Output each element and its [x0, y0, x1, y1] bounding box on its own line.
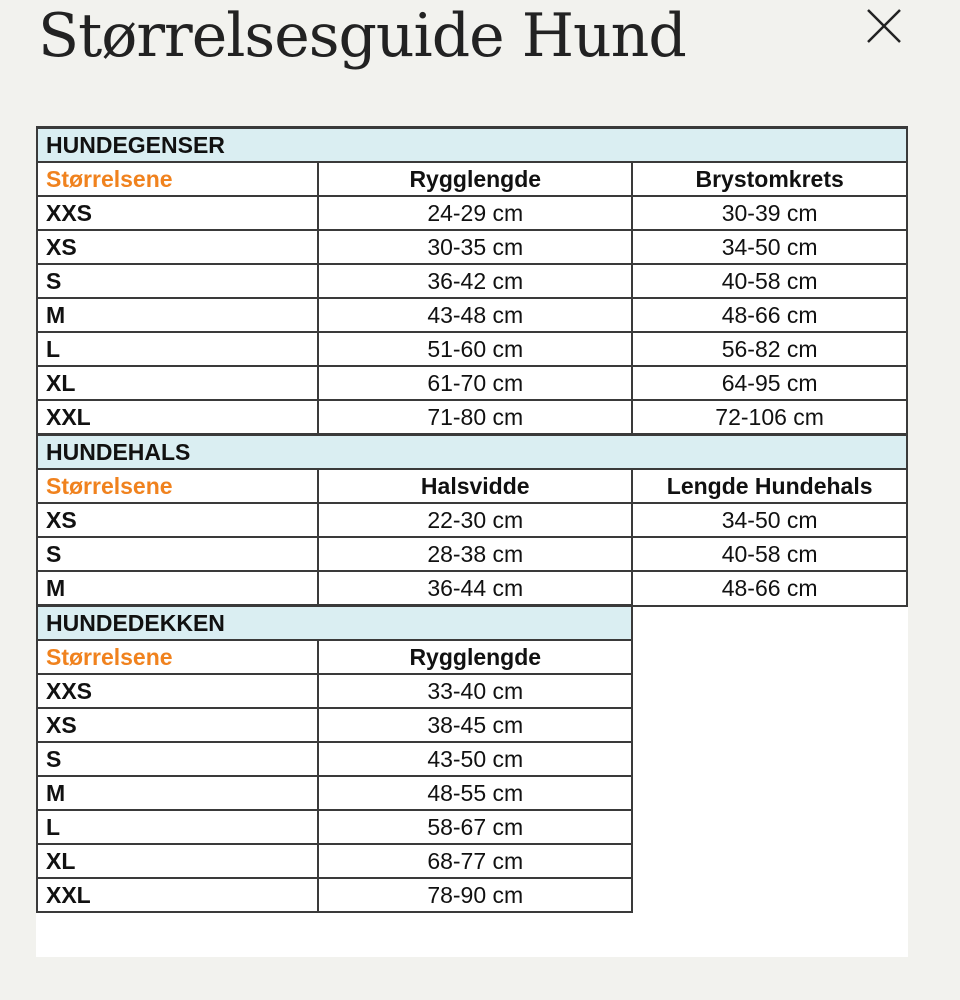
section-row [37, 606, 907, 641]
table-row [37, 844, 907, 878]
measurement-cell: 58-67 cm [318, 810, 632, 844]
measurement-cell: 61-70 cm [318, 366, 632, 400]
measurement-cell: 28-38 cm [318, 537, 632, 571]
measurement-cell: 38-45 cm [318, 708, 632, 742]
table-row [37, 366, 907, 400]
size-cell: XS [37, 503, 318, 537]
size-cell: XS [37, 230, 318, 264]
section-row [37, 435, 907, 470]
section-title: HUNDEHALS [37, 435, 907, 470]
table-row [37, 571, 907, 606]
size-column-header: Størrelsene [37, 640, 318, 674]
size-guide-chart [36, 126, 908, 957]
column-header: Rygglengde [318, 162, 632, 196]
size-cell: XL [37, 366, 318, 400]
measurement-cell: 51-60 cm [318, 332, 632, 366]
close-icon [862, 4, 906, 48]
empty-cell [632, 878, 907, 912]
column-header: Lengde Hundehals [632, 469, 907, 503]
column-header: Halsvidde [318, 469, 632, 503]
header-row [37, 469, 907, 503]
section-row [37, 128, 907, 163]
measurement-cell: 36-42 cm [318, 264, 632, 298]
size-cell: L [37, 332, 318, 366]
measurement-cell: 48-55 cm [318, 776, 632, 810]
size-cell: L [37, 810, 318, 844]
table-row [37, 708, 907, 742]
size-cell: M [37, 776, 318, 810]
table-row [37, 332, 907, 366]
measurement-cell: 33-40 cm [318, 674, 632, 708]
measurement-cell: 30-35 cm [318, 230, 632, 264]
empty-cell [632, 844, 907, 878]
header-row [37, 162, 907, 196]
size-cell: S [37, 742, 318, 776]
size-cell: XS [37, 708, 318, 742]
table-row [37, 537, 907, 571]
table-row [37, 674, 907, 708]
measurement-cell: 40-58 cm [632, 264, 907, 298]
measurement-cell: 34-50 cm [632, 230, 907, 264]
size-cell: S [37, 537, 318, 571]
size-cell: M [37, 571, 318, 606]
measurement-cell: 36-44 cm [318, 571, 632, 606]
empty-cell [632, 776, 907, 810]
measurement-cell: 71-80 cm [318, 400, 632, 435]
measurement-cell: 78-90 cm [318, 878, 632, 912]
modal-title: Størrelsesguide Hund [38, 1, 686, 71]
size-column-header: Størrelsene [37, 469, 318, 503]
measurement-cell: 43-50 cm [318, 742, 632, 776]
table-row [37, 230, 907, 264]
table-row [37, 503, 907, 537]
size-cell: XXS [37, 674, 318, 708]
table-row [37, 810, 907, 844]
table-row [37, 264, 907, 298]
table-row [37, 298, 907, 332]
empty-cell [632, 640, 907, 674]
section-title: HUNDEGENSER [37, 128, 907, 163]
measurement-cell: 48-66 cm [632, 298, 907, 332]
close-button[interactable] [862, 4, 906, 48]
table-row [37, 776, 907, 810]
size-cell: XXS [37, 196, 318, 230]
section-title: HUNDEDEKKEN [37, 606, 632, 641]
size-cell: XL [37, 844, 318, 878]
measurement-cell: 24-29 cm [318, 196, 632, 230]
empty-cell [632, 708, 907, 742]
measurement-cell: 56-82 cm [632, 332, 907, 366]
measurement-cell: 34-50 cm [632, 503, 907, 537]
measurement-cell: 48-66 cm [632, 571, 907, 606]
size-cell: S [37, 264, 318, 298]
column-header: Rygglengde [318, 640, 632, 674]
table-row [37, 196, 907, 230]
measurement-cell: 43-48 cm [318, 298, 632, 332]
measurement-cell: 40-58 cm [632, 537, 907, 571]
empty-cell [632, 810, 907, 844]
column-header: Brystomkrets [632, 162, 907, 196]
table-row [37, 878, 907, 912]
measurement-cell: 64-95 cm [632, 366, 907, 400]
table-row [37, 742, 907, 776]
size-column-header: Størrelsene [37, 162, 318, 196]
size-cell: XXL [37, 878, 318, 912]
measurement-cell: 72-106 cm [632, 400, 907, 435]
table-row [37, 400, 907, 435]
size-guide-table [36, 126, 908, 913]
header-row [37, 640, 907, 674]
empty-cell [632, 742, 907, 776]
measurement-cell: 22-30 cm [318, 503, 632, 537]
measurement-cell: 30-39 cm [632, 196, 907, 230]
size-cell: M [37, 298, 318, 332]
empty-cell [632, 674, 907, 708]
empty-cell [632, 606, 907, 641]
measurement-cell: 68-77 cm [318, 844, 632, 878]
size-cell: XXL [37, 400, 318, 435]
